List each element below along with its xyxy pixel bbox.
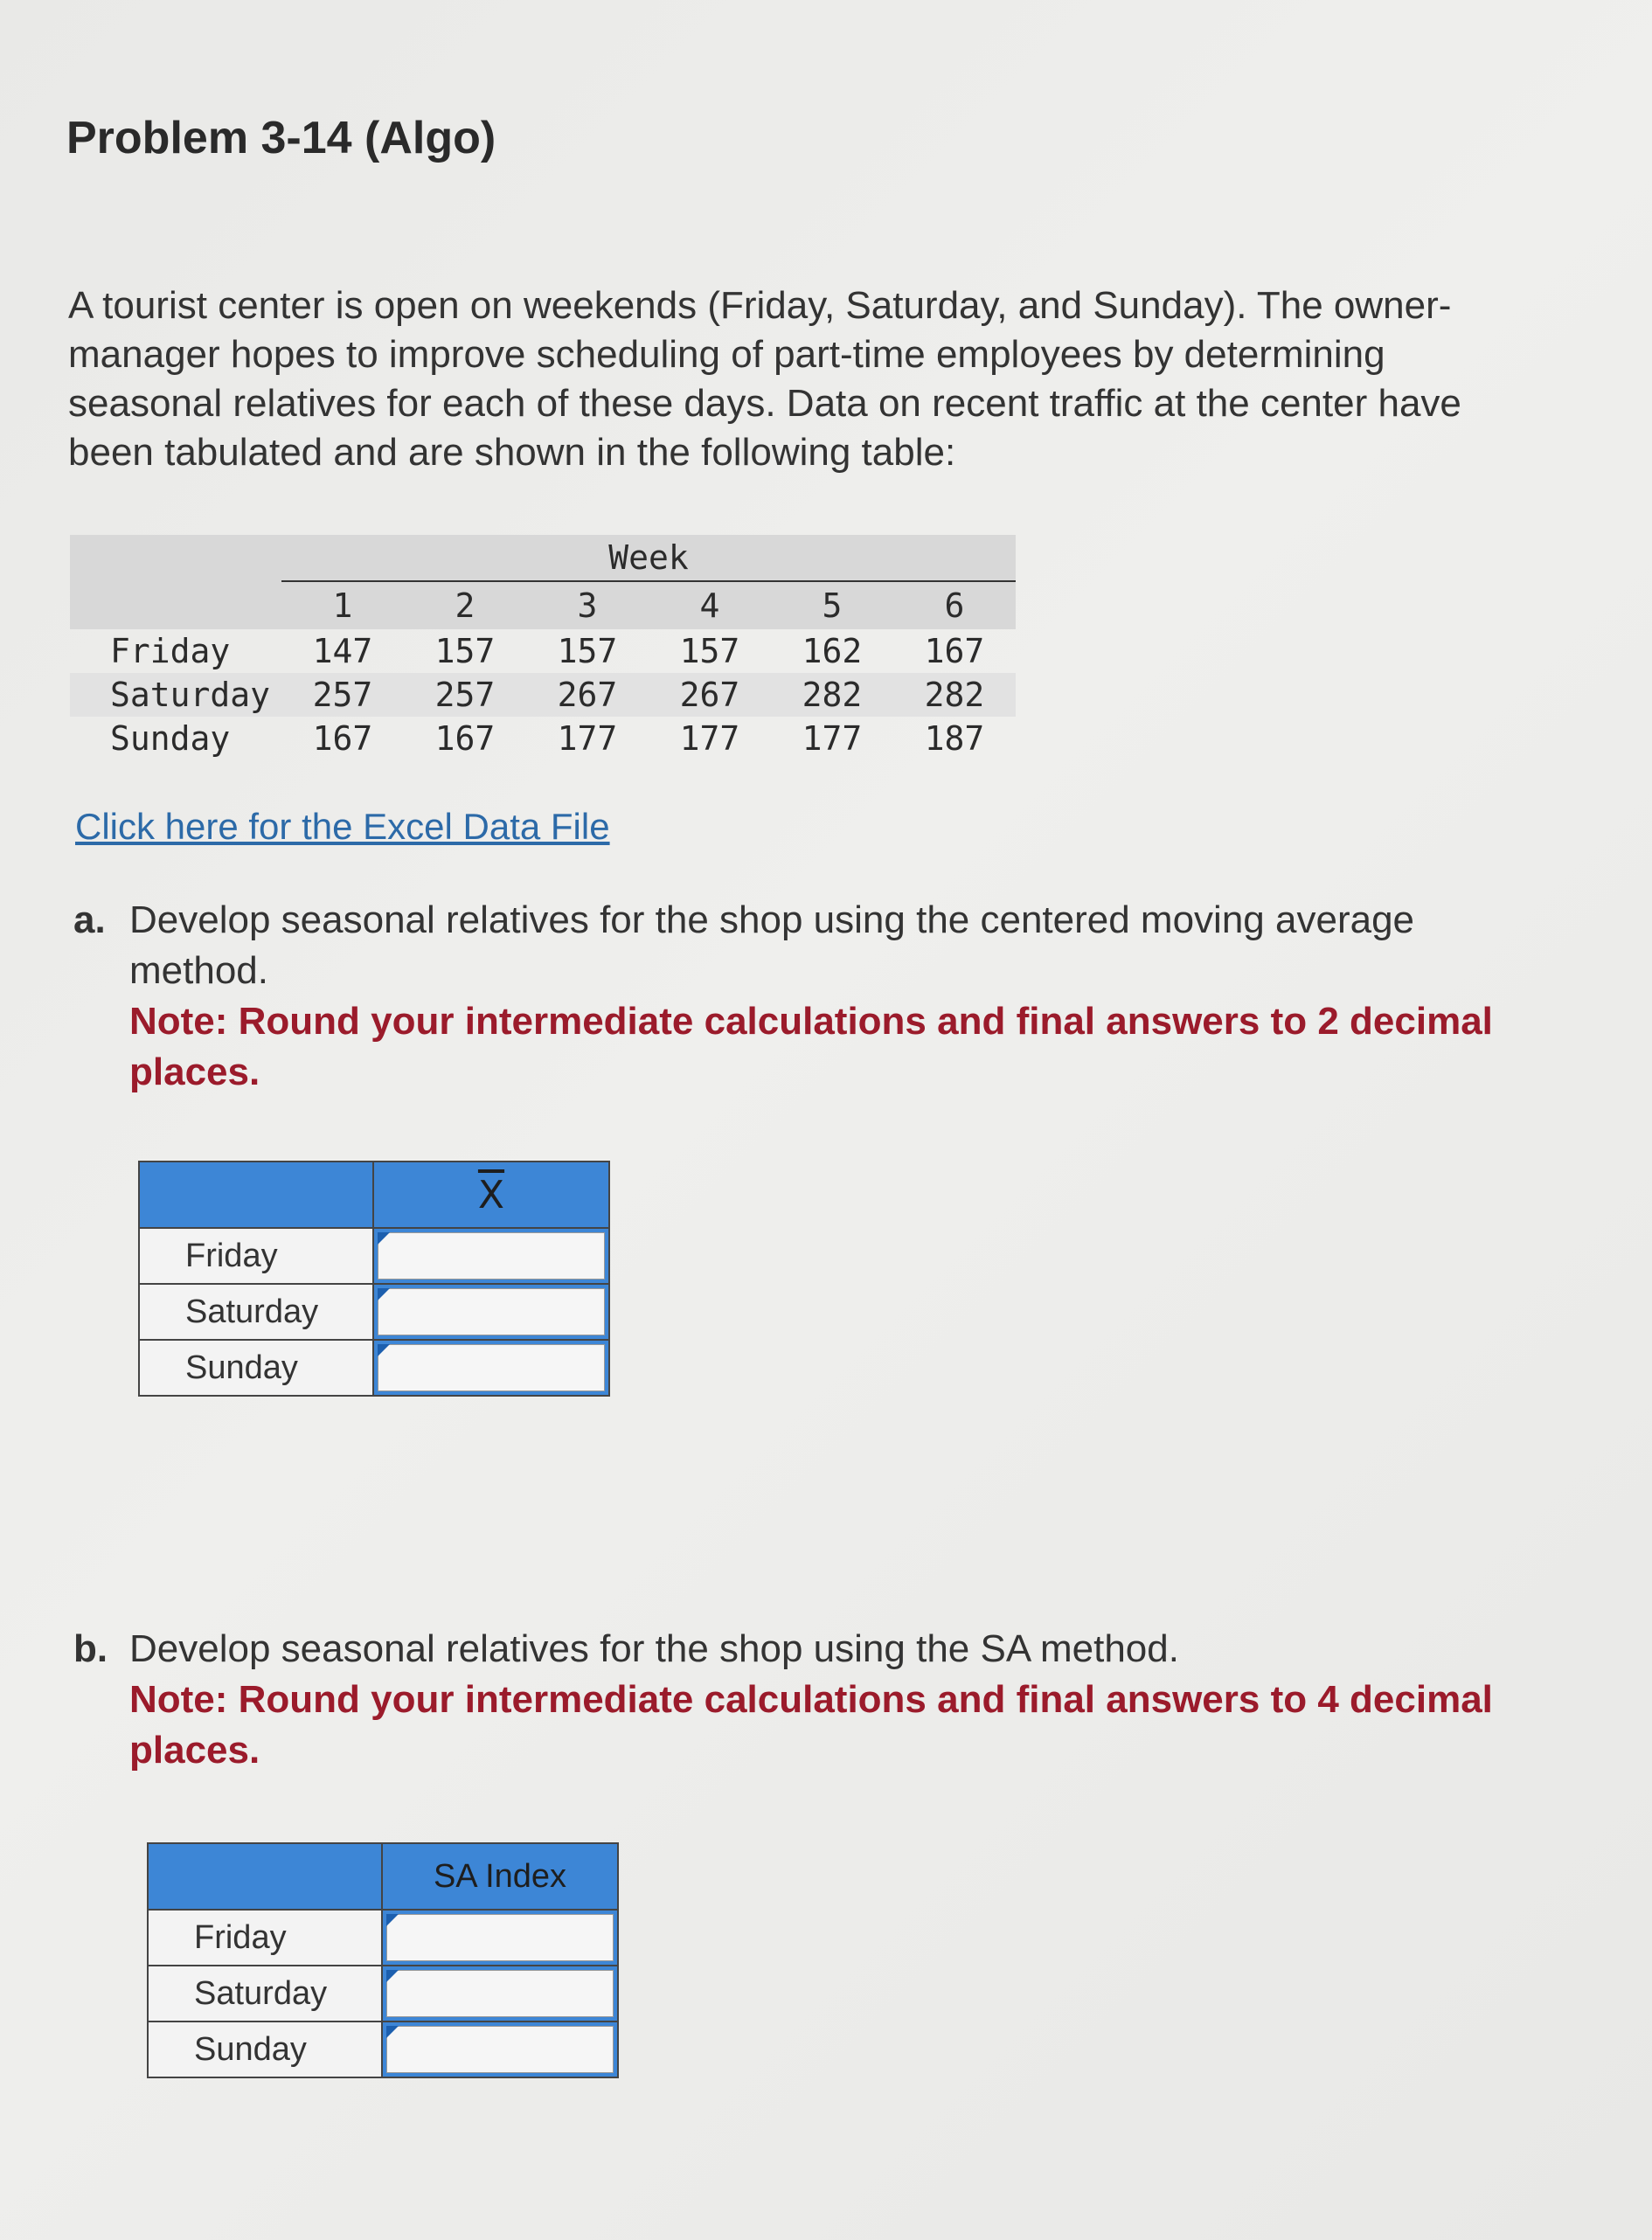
traffic-value: 177 xyxy=(802,719,863,758)
answer-row-label: Friday xyxy=(139,1228,373,1284)
traffic-value: 177 xyxy=(557,719,618,758)
answer-row-label: Sunday xyxy=(148,2022,382,2077)
answer-row-sunday xyxy=(139,1340,609,1396)
excel-data-file-link[interactable]: Click here for the Excel Data File xyxy=(75,806,610,847)
answer-row-friday xyxy=(139,1228,609,1284)
sunday-sa-input[interactable] xyxy=(386,2026,614,2073)
question-a xyxy=(73,895,1507,1098)
problem-intro: A tourist center is open on weekends (Friday, Saturday, and Sunday). The owner-manager hopes to improve scheduling of part-time employees by determining seasonal relatives for each of these days. Data on recent traffic at the center have been tabulated and are shown in the following table: xyxy=(68,284,1461,474)
week-number: 2 xyxy=(404,581,526,629)
traffic-value: 167 xyxy=(924,632,985,670)
saturday-cma-input[interactable] xyxy=(378,1288,605,1335)
answer-row-label: Sunday xyxy=(139,1340,373,1396)
traffic-value: 177 xyxy=(679,719,740,758)
traffic-value: 282 xyxy=(893,673,1016,717)
x-bar-header xyxy=(373,1162,609,1228)
week-header-row xyxy=(70,535,1016,581)
answer-row-saturday xyxy=(139,1284,609,1340)
traffic-value: 267 xyxy=(649,673,771,717)
traffic-value: 257 xyxy=(404,673,526,717)
day-label: Friday xyxy=(110,632,231,670)
week-number-row xyxy=(70,581,1016,629)
input-marker-icon xyxy=(378,1232,390,1245)
traffic-value: 157 xyxy=(434,632,496,670)
question-a-note: Note: Round your intermediate calculations and final answers to 2 decimal places. xyxy=(129,1000,1493,1093)
answer-table-a-header xyxy=(139,1162,609,1228)
problem-title: Problem 3-14 (Algo) xyxy=(66,113,496,163)
x-bar-symbol: $\overline{X}$ xyxy=(477,1172,505,1217)
answer-row-saturday xyxy=(148,1966,618,2022)
question-a-letter: a. xyxy=(73,898,106,941)
sa-index-header: SA Index xyxy=(382,1843,618,1910)
answer-table-b-header xyxy=(148,1843,618,1910)
table-row-sunday xyxy=(70,717,1016,760)
week-number: 1 xyxy=(281,581,404,629)
week-number: 5 xyxy=(771,581,893,629)
traffic-value: 167 xyxy=(434,719,496,758)
question-b xyxy=(73,1624,1507,1776)
week-number: 6 xyxy=(893,581,1016,629)
week-number: 4 xyxy=(649,581,771,629)
traffic-value: 157 xyxy=(679,632,740,670)
traffic-value: 157 xyxy=(557,632,618,670)
traffic-value: 147 xyxy=(312,632,373,670)
answer-table-a xyxy=(138,1161,610,1397)
answer-row-label: Saturday xyxy=(139,1284,373,1340)
week-group-header: Week xyxy=(281,535,1016,581)
traffic-value: 162 xyxy=(802,632,863,670)
question-b-letter: b. xyxy=(73,1627,108,1670)
answer-row-label: Friday xyxy=(148,1910,382,1966)
saturday-sa-input[interactable] xyxy=(386,1970,614,2017)
traffic-value: 167 xyxy=(312,719,373,758)
traffic-data-table xyxy=(70,535,1016,760)
traffic-value: 282 xyxy=(771,673,893,717)
input-marker-icon xyxy=(386,1970,399,1982)
question-b-note: Note: Round your intermediate calculations and final answers to 4 decimal places. xyxy=(129,1678,1493,1772)
traffic-value: 257 xyxy=(281,673,404,717)
input-marker-icon xyxy=(386,2026,399,2038)
input-marker-icon xyxy=(378,1344,390,1356)
table-row-saturday xyxy=(70,673,1016,717)
input-marker-icon xyxy=(386,1914,399,1926)
traffic-value: 267 xyxy=(526,673,649,717)
traffic-value: 187 xyxy=(924,719,985,758)
question-a-text: Develop seasonal relatives for the shop using the centered moving average method. xyxy=(129,898,1415,992)
answer-table-b xyxy=(147,1842,619,2078)
answer-row-friday xyxy=(148,1910,618,1966)
table-row-friday xyxy=(70,629,1016,673)
day-label: Sunday xyxy=(110,719,231,758)
friday-sa-input[interactable] xyxy=(386,1914,614,1961)
question-b-text: Develop seasonal relatives for the shop using the SA method. xyxy=(129,1627,1179,1670)
answer-row-label: Saturday xyxy=(148,1966,382,2022)
week-number: 3 xyxy=(526,581,649,629)
answer-row-sunday xyxy=(148,2022,618,2077)
sunday-cma-input[interactable] xyxy=(378,1344,605,1391)
input-marker-icon xyxy=(378,1288,390,1300)
day-label: Saturday xyxy=(70,673,281,717)
friday-cma-input[interactable] xyxy=(378,1232,605,1280)
